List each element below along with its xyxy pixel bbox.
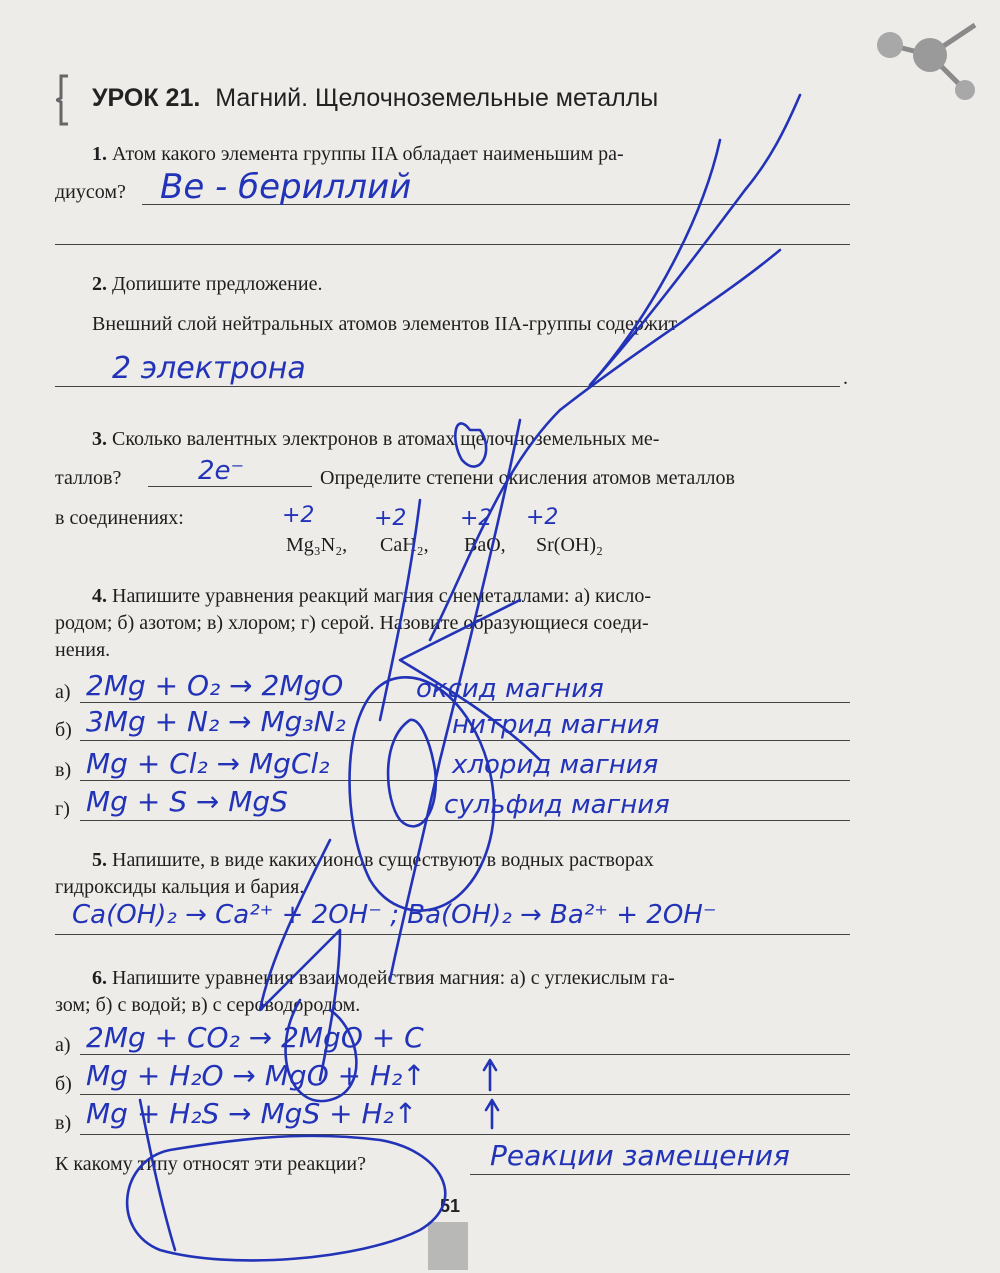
compound-3: BaO, — [464, 534, 506, 556]
q4-name-v: хлорид магния — [452, 750, 659, 780]
compound-1: Mg₃N₂, — [286, 534, 348, 556]
q3-text-line3: в соединениях: — [55, 507, 184, 529]
q6-answer-line — [470, 1174, 850, 1175]
q6-line-b — [80, 1094, 850, 1095]
compound-2: CaH₂, — [380, 534, 429, 556]
q4-name-a: оксид магния — [416, 674, 604, 704]
q2-number: 2. — [92, 273, 107, 295]
q6-text-line2: зом; б) с водой; в) с сероводородом. — [55, 994, 361, 1016]
q4-text-line2: родом; б) азотом; в) хлором; г) серой. Назовите образующиеся соеди- — [55, 612, 649, 634]
q6-number: 6. — [92, 967, 107, 989]
q5-answer: Ca(OH)₂ → Ca²⁺ + 2OH⁻ ; Ba(OH)₂ → Ba²⁺ + 2OH⁻ — [72, 900, 717, 930]
ox-state-2: +2 — [374, 506, 407, 531]
ink-arrow-v — [486, 1100, 498, 1128]
q4-eq-g: Mg + S → MgS — [86, 785, 288, 818]
q6-label-v: в) — [55, 1112, 72, 1134]
q1-text-line2: диусом? — [55, 181, 126, 203]
ink-check-mark-2 — [590, 95, 800, 385]
lesson-number: УРОК 21. — [92, 84, 201, 112]
q6-answer: Реакции замещения — [490, 1139, 790, 1172]
q4-number: 4. — [92, 585, 107, 607]
q5-number: 5. — [92, 849, 107, 871]
q1-answer: Be - бериллий — [160, 167, 412, 207]
q4-label-v: в) — [55, 759, 72, 781]
q4-eq-a: 2Mg + O₂ → 2MgO — [86, 669, 344, 702]
q2-task: 2. Допишите предложение. — [92, 273, 323, 295]
molecule-decoration-icon — [870, 10, 990, 110]
q2-answer: 2 электрона — [112, 351, 306, 386]
q3-text-line2b: Определите степени окисления атомов металлов — [320, 467, 735, 489]
q2-answer-line — [55, 386, 840, 387]
q1-text-line1: 1. Атом какого элемента группы IIA обладает наименьшим ра- — [92, 143, 624, 165]
q3-number: 3. — [92, 428, 107, 450]
q4-name-b: нитрид магния — [452, 710, 660, 740]
q6-eq-v: Mg + H₂S → MgS + H₂↑ — [86, 1097, 418, 1130]
q3-text-line2a: таллов? — [55, 467, 122, 489]
q6-line-a — [80, 1054, 850, 1055]
ox-state-3: +2 — [460, 506, 493, 531]
compound-4: Sr(OH)₂ — [536, 534, 603, 556]
q3-text-line1: 3. Сколько валентных электронов в атомах щелочноземельных ме- — [92, 428, 660, 450]
q4-label-a: а) — [55, 681, 71, 703]
q6-line-v — [80, 1134, 850, 1135]
header-bracket — [56, 74, 70, 126]
page-tab — [428, 1222, 468, 1270]
q6-text-line1: 6. Напишите уравнения взаимодействия магния: а) с углекислым га- — [92, 967, 675, 989]
lesson-title: Магний. Щелочноземельные металлы — [215, 84, 659, 112]
ink-oval-inner — [388, 720, 436, 826]
q4-line-b — [80, 740, 850, 741]
q1-answer-line-2 — [55, 244, 850, 245]
ink-arrow-b — [484, 1060, 496, 1090]
q5-answer-line — [55, 934, 850, 935]
lesson-header — [92, 84, 658, 113]
q6-eq-a: 2Mg + CO₂ → 2MgO + C — [86, 1021, 424, 1054]
page-number: 51 — [439, 1196, 461, 1216]
q6-label-a: а) — [55, 1034, 71, 1056]
q4-name-g: сульфид магния — [444, 790, 670, 820]
q4-text-line1: 4. Напишите уравнения реакций магния с неметаллами: а) кисло- — [92, 585, 651, 607]
q4-label-b: б) — [55, 719, 72, 741]
q4-line-g — [80, 820, 850, 821]
q4-text-line3: нения. — [55, 639, 111, 661]
q6-eq-b: Mg + H₂O → MgO + H₂↑ — [86, 1059, 426, 1092]
q5-text-line1: 5. Напишите, в виде каких ионов существуют в водных растворах — [92, 849, 654, 871]
q1-number: 1. — [92, 143, 107, 165]
q6-label-b: б) — [55, 1073, 72, 1095]
ink-check-mark — [590, 140, 720, 385]
q2-sentence: Внешний слой нейтральных атомов элементов IIA-группы содержит — [92, 313, 678, 335]
ox-state-1: +2 — [282, 503, 315, 528]
q3-answer-line — [148, 486, 312, 487]
q4-eq-b: 3Mg + N₂ → Mg₃N₂ — [86, 705, 346, 738]
q2-period: . — [843, 367, 848, 389]
q4-eq-v: Mg + Cl₂ → MgCl₂ — [86, 747, 330, 780]
q4-line-v — [80, 780, 850, 781]
q6-question: К какому типу относят эти реакции? — [55, 1153, 366, 1175]
ox-state-4: +2 — [526, 505, 559, 530]
q5-text-line2: гидроксиды кальция и бария. — [55, 876, 305, 898]
q3-answer: 2e⁻ — [198, 456, 245, 486]
q4-label-g: г) — [55, 798, 70, 820]
